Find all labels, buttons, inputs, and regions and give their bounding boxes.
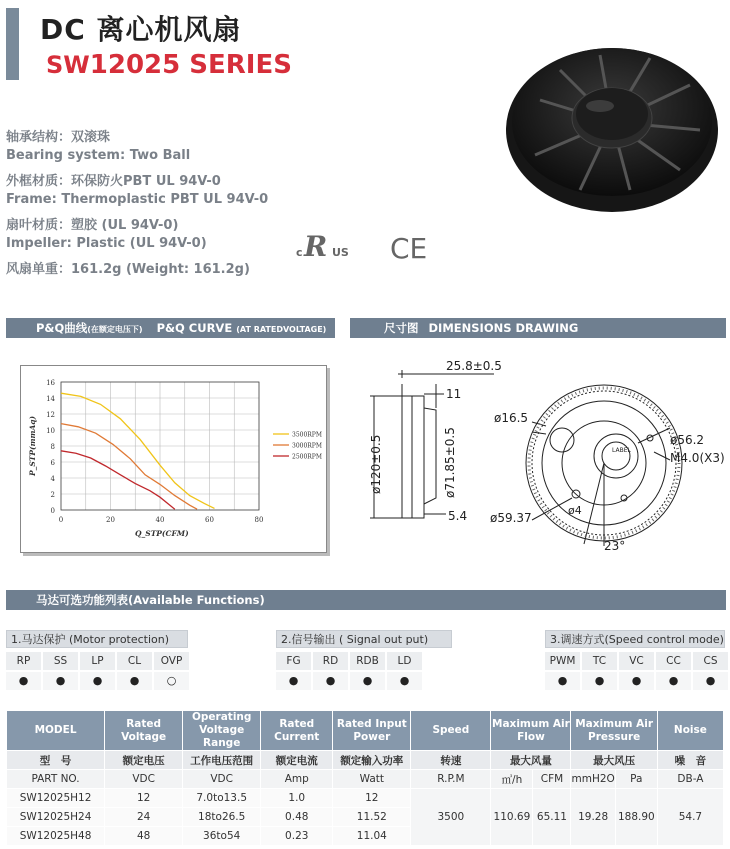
cell-model: SW12025H12 [7, 789, 105, 808]
spec-impeller-cn: 扇叶材质：塑胶 (UL 94V-0) [6, 218, 179, 233]
unit-watt: Watt [333, 770, 411, 789]
th-cn-max-air-flow: 最大风量 [491, 751, 571, 770]
function-availability-mark: ● [80, 672, 115, 690]
th-cn-speed: 转速 [411, 751, 491, 770]
th-cn-rated-voltage: 额定电压 [105, 751, 183, 770]
th-rated-current: Rated Current [261, 711, 333, 751]
spec-weight: 风扇单重：161.2g (Weight: 161.2g) [6, 262, 250, 277]
certification-marks [294, 226, 444, 266]
th-cn-rated-current: 额定电流 [261, 751, 333, 770]
dim-height: ø120±0.5 [369, 434, 383, 494]
spec-impeller-en: Impeller: Plastic (UL 94V-0) [6, 236, 207, 251]
x-tick-label: 80 [254, 516, 264, 524]
function-code: PWM [545, 652, 580, 670]
dim-inner: ø71.85±0.5 [443, 427, 457, 498]
pq-chart-frame [20, 365, 327, 553]
cell-speed: 3500 [411, 789, 491, 846]
function-availability-mark: ● [582, 672, 617, 690]
pq-cn-small: (在额定电压下) [87, 325, 143, 334]
cell-range: 18to26.5 [183, 808, 261, 827]
series-line-2500RPM [61, 451, 175, 509]
th-rated-voltage: Rated Voltage [105, 711, 183, 751]
function-availability-mark: ● [619, 672, 654, 690]
y-tick-label: 8 [50, 443, 55, 451]
dim-hole: ø16.5 [494, 411, 529, 425]
function-code: CL [117, 652, 152, 670]
cell-range: 36to54 [183, 827, 261, 846]
unit-m3h: ㎥/h [491, 770, 533, 789]
function-availability-mark: ● [6, 672, 41, 690]
unit-amp: Amp [261, 770, 333, 789]
function-availability-mark: ● [693, 672, 728, 690]
x-tick-label: 20 [106, 516, 115, 524]
th-rated-input-power: Rated Input Power [333, 711, 411, 751]
dim-outer: ø56.2 [670, 433, 705, 447]
function-availability-mark: ● [43, 672, 78, 690]
cell-model: SW12025H24 [7, 808, 105, 827]
x-tick-label: 60 [205, 516, 214, 524]
cell-current: 0.23 [261, 827, 333, 846]
title-accent-bar [6, 8, 19, 80]
pq-en-small: (AT RATEDVOLTAGE) [236, 325, 327, 334]
spec-frame-en: Frame: Thermoplastic PBT UL 94V-0 [6, 192, 269, 207]
function-availability-mark: ● [313, 672, 348, 690]
y-axis-label: P_STP(mmAq) [28, 415, 37, 476]
function-code: TC [582, 652, 617, 670]
dim-cn: 尺寸图 [384, 321, 419, 335]
th-noise: Noise [657, 711, 723, 751]
dim-pin: ø4 [568, 504, 582, 517]
cell-model: SW12025H48 [7, 827, 105, 846]
cell-mmh2o: 19.28 [571, 789, 615, 846]
dim-small: 5.4 [448, 509, 468, 523]
function-code: LD [387, 652, 422, 670]
series-line-3500RPM [61, 393, 215, 508]
spec-frame-cn: 外框材质：环保防火PBT UL 94V-0 [6, 174, 221, 189]
cell-voltage: 24 [105, 808, 183, 827]
table-cn-header-row [7, 751, 724, 770]
pq-en: P&Q CURVE [156, 321, 233, 335]
function-code: VC [619, 652, 654, 670]
ce-mark: CE [390, 232, 428, 265]
dim-thickness: 11 [446, 387, 462, 401]
x-tick-label: 40 [155, 516, 165, 524]
th-max-air-pressure: Maximum Air Pressure [571, 711, 657, 751]
page-title: DC 离心机风扇 [40, 13, 242, 46]
unit-part-no: PART NO. [7, 770, 105, 789]
dim-ring: ø59.37 [490, 511, 532, 525]
table-row [7, 789, 724, 808]
unit-dba: DB-A [657, 770, 723, 789]
cell-cfm: 65.11 [533, 789, 571, 846]
th-cn-model: 型 号 [7, 751, 105, 770]
cell-pa: 188.90 [615, 789, 657, 846]
cell-power: 12 [333, 789, 411, 808]
function-availability-mark: ● [117, 672, 152, 690]
table-header-row [7, 711, 724, 751]
unit-vdc: VDC [105, 770, 183, 789]
dim-en: DIMENSIONS DRAWING [428, 321, 579, 335]
th-max-air-flow: Maximum Air Flow [491, 711, 571, 751]
function-group-speed-control: 3.调速方式(Speed control mode) [545, 630, 725, 648]
function-code: CC [656, 652, 691, 670]
function-availability-mark: ● [350, 672, 385, 690]
function-availability-mark: ○ [154, 672, 189, 690]
cell-voltage: 12 [105, 789, 183, 808]
functions-section-header [6, 590, 726, 610]
function-availability-mark: ● [656, 672, 691, 690]
legend-entry: 3000RPM [292, 442, 322, 450]
x-axis-label: Q_STP(CFM) [135, 529, 189, 538]
spec-bearing-en: Bearing system: Two Ball [6, 148, 191, 163]
function-code: RD [313, 652, 348, 670]
th-model: MODEL [7, 711, 105, 751]
pq-section-header [6, 318, 335, 338]
y-tick-label: 0 [50, 507, 55, 515]
unit-cfm: CFM [533, 770, 571, 789]
cell-noise: 54.7 [657, 789, 723, 846]
function-availability-mark: ● [276, 672, 311, 690]
y-tick-label: 16 [46, 379, 55, 387]
legend-entry: 2500RPM [292, 453, 322, 461]
cell-current: 1.0 [261, 789, 333, 808]
fan-product-image [500, 30, 720, 220]
y-tick-label: 2 [50, 491, 55, 499]
pq-chart [21, 366, 328, 554]
cell-power: 11.52 [333, 808, 411, 827]
dim-screw: M4.0(X3) [670, 451, 725, 465]
dim-width-top: 25.8±0.5 [446, 359, 502, 373]
th-cn-noise: 噪 音 [657, 751, 723, 770]
cell-m3h: 110.69 [491, 789, 533, 846]
function-group-signal-output: 2.信号输出 ( Signal out put) [276, 630, 452, 648]
series-main: 12025 SERIES [89, 50, 292, 80]
pq-cn: P&Q曲线 [36, 321, 88, 335]
y-tick-label: 10 [46, 427, 55, 435]
unit-vdc-range: VDC [183, 770, 261, 789]
series-prefix: SW [46, 51, 90, 79]
table-units-row [7, 770, 724, 789]
y-tick-label: 12 [46, 411, 55, 419]
function-code: OVP [154, 652, 189, 670]
ul-us-text: US [332, 246, 349, 259]
function-code: CS [693, 652, 728, 670]
y-tick-label: 4 [50, 475, 55, 483]
unit-rpm: R.P.M [411, 770, 491, 789]
function-code: SS [43, 652, 78, 670]
ul-c-text: c [296, 246, 303, 259]
functions-title: 马达可选功能列表(Available Functions) [36, 593, 265, 607]
dim-label: LABEL [612, 447, 631, 454]
series-title [46, 50, 292, 80]
cell-power: 11.04 [333, 827, 411, 846]
y-tick-label: 14 [46, 395, 55, 403]
cell-range: 7.0to13.5 [183, 789, 261, 808]
th-speed: Speed [411, 711, 491, 751]
ul-mark-text: R [304, 230, 328, 263]
spec-table [6, 710, 724, 846]
legend-entry: 3500RPM [292, 431, 322, 439]
cell-voltage: 48 [105, 827, 183, 846]
cell-current: 0.48 [261, 808, 333, 827]
function-code: RDB [350, 652, 385, 670]
function-availability-mark: ● [545, 672, 580, 690]
th-cn-operating-voltage: 工作电压范围 [183, 751, 261, 770]
function-code: FG [276, 652, 311, 670]
th-cn-max-air-pressure: 最大风压 [571, 751, 657, 770]
function-code: RP [6, 652, 41, 670]
unit-pa: Pa [615, 770, 657, 789]
x-tick-label: 0 [58, 516, 64, 524]
function-group-motor-protection: 1.马达保护 (Motor protection) [6, 630, 188, 648]
dim-section-header [350, 318, 726, 338]
spec-bearing-cn: 轴承结构：双滚珠 [6, 130, 111, 145]
dimension-drawing [354, 348, 728, 558]
y-tick-label: 6 [50, 459, 55, 467]
function-code: LP [80, 652, 115, 670]
th-operating-voltage: Operating Voltage Range [183, 711, 261, 751]
series-line-3000RPM [61, 424, 197, 510]
dim-angle: 23° [604, 539, 626, 553]
side-view-frame [402, 396, 424, 518]
function-availability-mark: ● [387, 672, 422, 690]
unit-mmh2o: mmH2O [571, 770, 615, 789]
th-cn-rated-input-power: 额定输入功率 [333, 751, 411, 770]
